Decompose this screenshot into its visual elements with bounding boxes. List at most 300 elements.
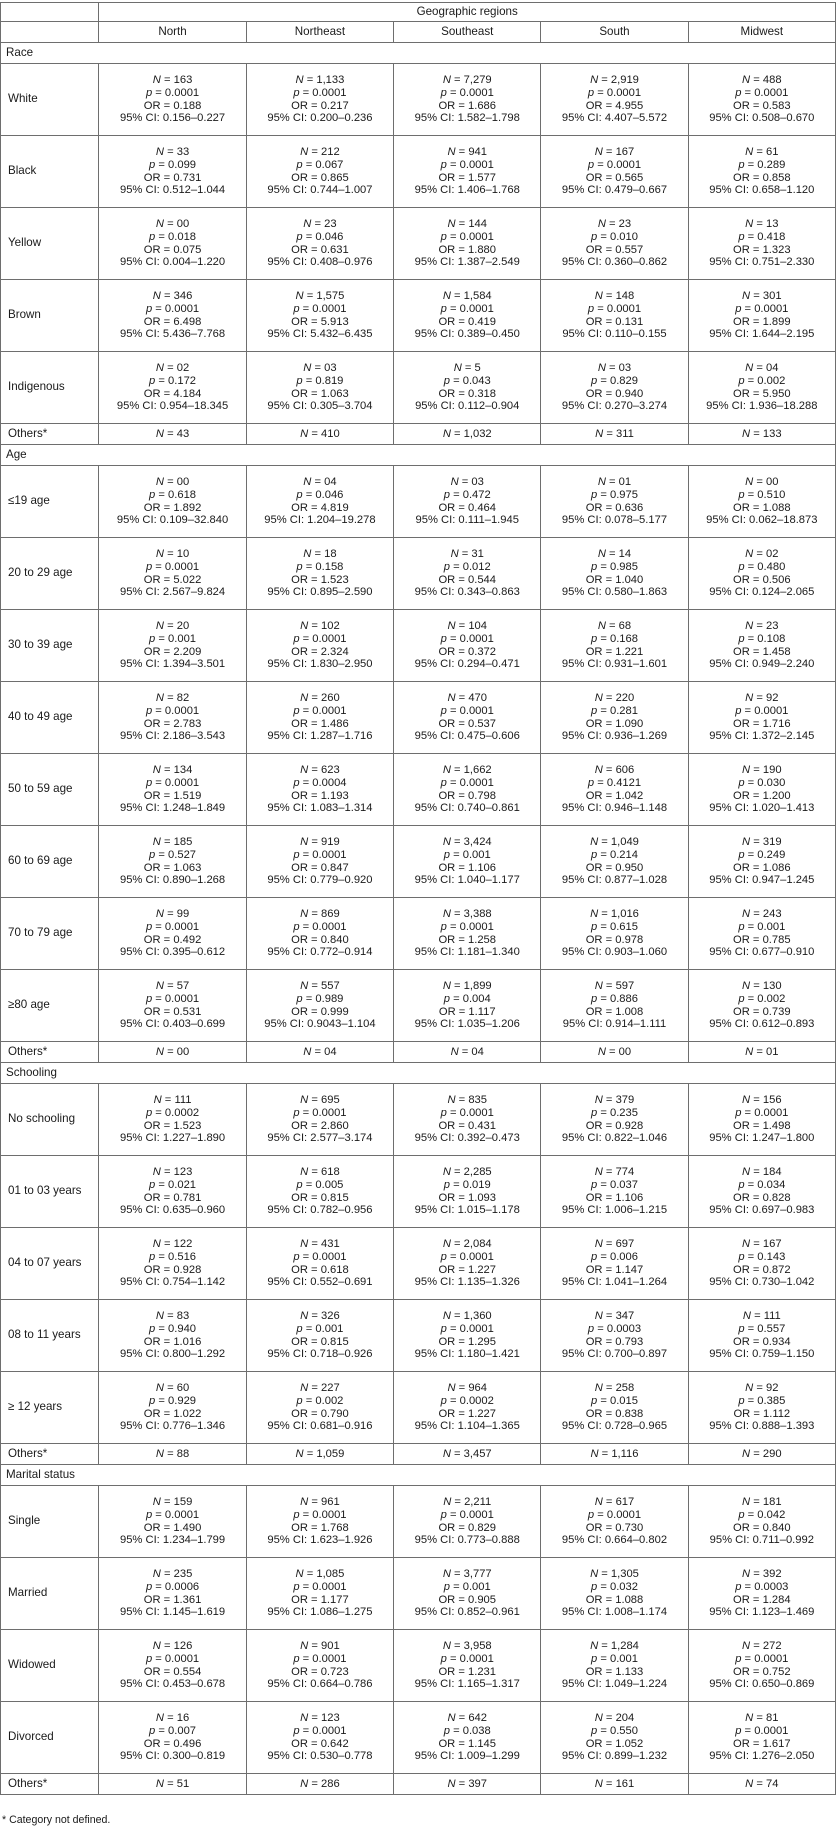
n-value-number: 1,133 bbox=[316, 73, 345, 86]
n-value: N = 1,662 bbox=[442, 763, 492, 776]
confidence-interval: 95% CI: 0.754–1.142 bbox=[119, 1276, 226, 1289]
n-value: N = 397 bbox=[447, 1777, 487, 1790]
n-value-label: N bbox=[443, 1495, 452, 1508]
p-value-number: 0.0003 bbox=[754, 1580, 789, 1593]
p-value: p = 0.214 bbox=[590, 848, 638, 861]
n-value-label: N bbox=[442, 835, 451, 848]
odds-ratio: OR = 0.531 bbox=[143, 1005, 202, 1018]
table-row bbox=[1, 1702, 836, 1774]
confidence-interval-label: 95% CI bbox=[709, 112, 746, 125]
p-value: p = 0.001 bbox=[590, 1652, 638, 1665]
n-value-number: 1,575 bbox=[316, 289, 345, 302]
confidence-interval: 95% CI: 0.681–0.916 bbox=[267, 1420, 373, 1433]
odds-ratio-number: 0.631 bbox=[320, 243, 349, 256]
stat-cell bbox=[541, 136, 688, 208]
p-value-label: p bbox=[590, 1178, 598, 1191]
confidence-interval-number: 1.234–1.799 bbox=[162, 1534, 226, 1547]
odds-ratio: OR = 0.544 bbox=[438, 573, 496, 586]
n-value: N = 697 bbox=[594, 1237, 635, 1250]
p-value: p = 0.002 bbox=[738, 374, 786, 387]
odds-ratio-number: 1.008 bbox=[615, 1005, 644, 1018]
confidence-interval: 95% CI: 0.612–0.893 bbox=[709, 1018, 815, 1031]
stat-cell bbox=[688, 1228, 835, 1300]
confidence-interval-label: 95% CI bbox=[414, 328, 452, 341]
odds-ratio: OR = 0.583 bbox=[733, 99, 791, 112]
odds-ratio: OR = 0.537 bbox=[438, 717, 496, 730]
odds-ratio-label: OR bbox=[291, 315, 308, 328]
n-value-number: 00 bbox=[176, 475, 190, 488]
row-label: Single bbox=[1, 1486, 99, 1558]
odds-ratio: OR = 1.227 bbox=[438, 1263, 496, 1276]
n-value: N = 347 bbox=[594, 1309, 635, 1322]
p-value-number: 0.281 bbox=[609, 704, 638, 717]
odds-ratio-label: OR bbox=[143, 861, 161, 874]
n-value-label: N bbox=[300, 691, 309, 704]
confidence-interval-label: 95% CI bbox=[119, 328, 157, 341]
stat-cell bbox=[99, 538, 246, 610]
n-value: N = 1,284 bbox=[590, 1639, 639, 1652]
confidence-interval-label: 95% CI bbox=[709, 184, 746, 197]
odds-ratio: OR = 0.790 bbox=[291, 1407, 349, 1420]
p-value: p = 0.038 bbox=[443, 1724, 491, 1737]
confidence-interval-label: 95% CI bbox=[267, 328, 305, 341]
n-value: N = 61 bbox=[745, 145, 779, 158]
confidence-interval-label: 95% CI bbox=[562, 1018, 600, 1031]
n-value: N = 181 bbox=[742, 1495, 782, 1508]
p-value: p = 0.005 bbox=[296, 1178, 344, 1191]
odds-ratio-label: OR bbox=[143, 1407, 161, 1420]
n-value-number: 941 bbox=[468, 145, 487, 158]
odds-ratio: OR = 0.840 bbox=[291, 933, 349, 946]
stat-cell bbox=[394, 208, 541, 280]
n-value: N = 01 bbox=[597, 475, 632, 488]
confidence-interval: 95% CI: 0.658–1.120 bbox=[709, 184, 815, 197]
n-value-label: N bbox=[300, 1309, 309, 1322]
n-value-number: 1,116 bbox=[611, 1447, 639, 1460]
confidence-interval-number: 0.389–0.450 bbox=[457, 328, 520, 341]
n-value: N = 623 bbox=[300, 763, 340, 776]
confidence-interval-number: 0.681–0.916 bbox=[310, 1420, 373, 1433]
n-value-number: 1,360 bbox=[463, 1309, 492, 1322]
odds-ratio-number: 4.955 bbox=[615, 99, 644, 112]
stat-cell bbox=[394, 1372, 541, 1444]
odds-ratio-number: 4.819 bbox=[320, 501, 349, 514]
stat-cell bbox=[99, 970, 246, 1042]
p-value: p = 0.0001 bbox=[293, 1508, 347, 1521]
n-value-label: N bbox=[155, 1777, 164, 1790]
p-value-number: 0.0001 bbox=[459, 1652, 494, 1665]
confidence-interval: 95% CI: 0.580–1.863 bbox=[561, 586, 668, 599]
p-value-number: 0.0001 bbox=[164, 1508, 200, 1521]
table-row bbox=[1, 208, 836, 280]
odds-ratio-label: OR bbox=[143, 1005, 161, 1018]
p-value-label: p bbox=[590, 992, 598, 1005]
stat-cell bbox=[688, 1156, 835, 1228]
n-value: N = 695 bbox=[300, 1093, 340, 1106]
n-value-label: N bbox=[155, 361, 164, 374]
p-value-number: 0.038 bbox=[462, 1724, 491, 1737]
p-value: p = 0.001 bbox=[443, 848, 491, 861]
p-value: p = 0.002 bbox=[296, 1394, 344, 1407]
p-value-label: p bbox=[293, 776, 300, 789]
p-value-number: 0.4121 bbox=[606, 776, 642, 789]
odds-ratio: OR = 1.200 bbox=[733, 789, 791, 802]
odds-ratio-number: 0.217 bbox=[320, 99, 349, 112]
p-value: p = 0.0001 bbox=[440, 1322, 494, 1335]
odds-ratio: OR = 0.828 bbox=[733, 1191, 791, 1204]
odds-ratio-label: OR bbox=[291, 1005, 308, 1018]
p-value-number: 0.043 bbox=[462, 374, 491, 387]
odds-ratio: OR = 6.498 bbox=[143, 315, 202, 328]
n-value-label: N bbox=[742, 1093, 751, 1106]
n-value-number: 00 bbox=[176, 1045, 190, 1058]
n-value-label: N bbox=[295, 1567, 304, 1580]
confidence-interval: 95% CI: 1.041–1.264 bbox=[561, 1276, 668, 1289]
odds-ratio-label: OR bbox=[291, 243, 308, 256]
confidence-interval: 95% CI: 1.247–1.800 bbox=[709, 1132, 815, 1145]
n-value-number: 163 bbox=[173, 73, 193, 86]
n-value-number: 111 bbox=[174, 1093, 192, 1106]
stat-cell bbox=[688, 1630, 835, 1702]
n-value: N = 00 bbox=[155, 1045, 190, 1058]
n-value-number: 57 bbox=[176, 979, 190, 992]
n-value: N = 258 bbox=[594, 1381, 635, 1394]
column-header-row bbox=[1, 22, 836, 43]
odds-ratio-number: 0.544 bbox=[468, 573, 496, 586]
n-value: N = 33 bbox=[155, 145, 190, 158]
odds-ratio-label: OR bbox=[291, 171, 308, 184]
odds-ratio-number: 1.523 bbox=[173, 1119, 202, 1132]
stat-cell bbox=[99, 136, 246, 208]
p-value-number: 0.385 bbox=[757, 1394, 786, 1407]
p-value-number: 0.143 bbox=[757, 1250, 786, 1263]
confidence-interval: 95% CI: 0.779–0.920 bbox=[267, 874, 373, 887]
row-label: Widowed bbox=[1, 1630, 99, 1702]
odds-ratio-label: OR bbox=[291, 1191, 308, 1204]
confidence-interval-label: 95% CI bbox=[267, 1132, 305, 1145]
p-value-label: p bbox=[145, 302, 153, 315]
p-value-number: 0.929 bbox=[168, 1394, 197, 1407]
odds-ratio-number: 6.498 bbox=[173, 315, 202, 328]
odds-ratio-label: OR bbox=[143, 1335, 161, 1348]
n-value: N = 1,305 bbox=[590, 1567, 639, 1580]
p-value-number: 0.0001 bbox=[606, 302, 642, 315]
n-value-label: N bbox=[303, 547, 312, 560]
p-value-number: 0.010 bbox=[609, 230, 638, 243]
n-value-number: 31 bbox=[471, 547, 484, 560]
row-label: Others* bbox=[1, 1042, 99, 1063]
table-row bbox=[1, 64, 836, 136]
confidence-interval-number: 0.931–1.601 bbox=[604, 658, 668, 671]
table-row bbox=[1, 1486, 836, 1558]
n-value-number: 1,059 bbox=[316, 1447, 345, 1460]
odds-ratio-number: 1.686 bbox=[468, 99, 496, 112]
confidence-interval-number: 1.086–1.275 bbox=[310, 1606, 373, 1619]
n-value-number: 02 bbox=[176, 361, 190, 374]
n-value-number: 964 bbox=[468, 1381, 487, 1394]
p-value-label: p bbox=[293, 632, 300, 645]
n-value-label: N bbox=[300, 1093, 309, 1106]
odds-ratio-number: 0.934 bbox=[762, 1335, 791, 1348]
stat-cell bbox=[246, 208, 393, 280]
odds-ratio-label: OR bbox=[291, 501, 308, 514]
p-value-label: p bbox=[440, 632, 447, 645]
p-value: p = 0.615 bbox=[590, 920, 638, 933]
odds-ratio-label: OR bbox=[438, 1665, 456, 1678]
n-value-label: N bbox=[745, 1711, 754, 1724]
p-value-label: p bbox=[145, 560, 153, 573]
odds-ratio-number: 5.022 bbox=[173, 573, 202, 586]
odds-ratio-label: OR bbox=[291, 1737, 308, 1750]
p-value-label: p bbox=[590, 230, 598, 243]
confidence-interval-number: 0.300–0.819 bbox=[162, 1750, 226, 1763]
confidence-interval: 95% CI: 0.772–0.914 bbox=[267, 946, 373, 959]
n-value-number: 2,919 bbox=[610, 73, 639, 86]
stat-cell bbox=[688, 898, 835, 970]
confidence-interval-number: 0.903–1.060 bbox=[604, 946, 668, 959]
confidence-interval-label: 95% CI bbox=[119, 1678, 157, 1691]
confidence-interval-label: 95% CI bbox=[414, 1276, 452, 1289]
n-value: N = 1,133 bbox=[295, 73, 345, 86]
n-value-label: N bbox=[745, 217, 754, 230]
confidence-interval-label: 95% CI bbox=[709, 1018, 746, 1031]
odds-ratio: OR = 0.785 bbox=[733, 933, 791, 946]
odds-ratio-number: 0.730 bbox=[615, 1521, 644, 1534]
confidence-interval: 95% CI: 1.204–19.278 bbox=[264, 514, 376, 527]
n-value-label: N bbox=[442, 427, 451, 440]
others-cell bbox=[394, 1444, 541, 1465]
stat-cell bbox=[541, 1228, 688, 1300]
p-value-number: 0.0001 bbox=[754, 1106, 789, 1119]
p-value-label: p bbox=[735, 1724, 742, 1737]
p-value: p = 0.480 bbox=[738, 560, 786, 573]
n-value: N = 1,085 bbox=[295, 1567, 345, 1580]
p-value-label: p bbox=[587, 1508, 595, 1521]
n-value-number: 618 bbox=[321, 1165, 340, 1178]
p-value: p = 0.0001 bbox=[587, 1508, 642, 1521]
n-value-label: N bbox=[447, 145, 456, 158]
p-value-number: 0.249 bbox=[757, 848, 786, 861]
n-value-number: 835 bbox=[468, 1093, 487, 1106]
n-value-label: N bbox=[442, 73, 451, 86]
n-value-label: N bbox=[745, 1045, 754, 1058]
n-value-label: N bbox=[303, 1045, 312, 1058]
n-value: N = 319 bbox=[742, 835, 782, 848]
odds-ratio-label: OR bbox=[438, 315, 456, 328]
p-value: p = 0.0001 bbox=[440, 1508, 494, 1521]
confidence-interval-label: 95% CI bbox=[119, 1348, 157, 1361]
n-value: N = 31 bbox=[450, 547, 484, 560]
odds-ratio: OR = 2.324 bbox=[291, 645, 349, 658]
stat-cell bbox=[99, 466, 246, 538]
n-value-number: 557 bbox=[321, 979, 340, 992]
p-value-number: 0.989 bbox=[315, 992, 344, 1005]
n-value: N = 3,777 bbox=[442, 1567, 492, 1580]
row-label: ≤19 age bbox=[1, 466, 99, 538]
confidence-interval-number: 0.782–0.956 bbox=[310, 1204, 373, 1217]
n-value: N = 104 bbox=[447, 619, 487, 632]
odds-ratio: OR = 0.731 bbox=[143, 171, 202, 184]
confidence-interval: 95% CI: 1.248–1.849 bbox=[119, 802, 226, 815]
n-value: N = 134 bbox=[152, 763, 193, 776]
odds-ratio: OR = 0.872 bbox=[733, 1263, 791, 1276]
n-value-number: 2,211 bbox=[464, 1495, 492, 1508]
n-value-number: 133 bbox=[762, 427, 782, 440]
odds-ratio: OR = 1.117 bbox=[438, 1005, 496, 1018]
confidence-interval: 95% CI: 0.903–1.060 bbox=[561, 946, 668, 959]
p-value-number: 0.0001 bbox=[459, 920, 494, 933]
p-value-label: p bbox=[145, 1508, 153, 1521]
p-value-label: p bbox=[293, 1508, 300, 1521]
confidence-interval-label: 95% CI bbox=[267, 1204, 305, 1217]
stat-cell bbox=[688, 280, 835, 352]
stat-cell bbox=[394, 1558, 541, 1630]
p-value-label: p bbox=[735, 1580, 742, 1593]
n-value: N = 597 bbox=[594, 979, 635, 992]
n-value-number: 74 bbox=[766, 1777, 779, 1790]
n-value-number: 16 bbox=[176, 1711, 190, 1724]
confidence-interval: 95% CI: 0.877–1.028 bbox=[561, 874, 668, 887]
p-value-number: 0.067 bbox=[315, 158, 344, 171]
n-value-label: N bbox=[590, 835, 599, 848]
odds-ratio-label: OR bbox=[585, 171, 603, 184]
p-value-number: 0.0001 bbox=[459, 704, 494, 717]
footnote: * Category not defined. bbox=[2, 1814, 111, 1826]
confidence-interval-label: 95% CI bbox=[119, 1750, 157, 1763]
section-title: Race bbox=[1, 43, 836, 64]
n-value: N = 2,285 bbox=[442, 1165, 492, 1178]
odds-ratio-number: 0.557 bbox=[615, 243, 644, 256]
confidence-interval-label: 95% CI bbox=[414, 874, 452, 887]
n-value: N = 04 bbox=[745, 361, 779, 374]
confidence-interval: 95% CI: 0.776–1.346 bbox=[119, 1420, 226, 1433]
confidence-interval: 95% CI: 1.406–1.768 bbox=[414, 184, 520, 197]
confidence-interval-label: 95% CI bbox=[267, 400, 305, 413]
odds-ratio: OR = 0.815 bbox=[291, 1335, 349, 1348]
confidence-interval: 95% CI: 1.180–1.421 bbox=[414, 1348, 520, 1361]
odds-ratio-number: 1.284 bbox=[762, 1593, 791, 1606]
p-value-number: 0.172 bbox=[168, 374, 197, 387]
p-value: p = 0.021 bbox=[149, 1178, 197, 1191]
n-value: N = 23 bbox=[303, 217, 337, 230]
n-value-number: 697 bbox=[615, 1237, 635, 1250]
confidence-interval: 95% CI: 1.145–1.619 bbox=[119, 1606, 226, 1619]
n-value-number: 111 bbox=[763, 1309, 781, 1322]
odds-ratio-label: OR bbox=[733, 1593, 750, 1606]
row-label: 40 to 49 age bbox=[1, 682, 99, 754]
p-value-number: 0.001 bbox=[757, 920, 786, 933]
confidence-interval-label: 95% CI bbox=[267, 256, 305, 269]
p-value: p = 0.0001 bbox=[440, 302, 494, 315]
odds-ratio: OR = 1.892 bbox=[143, 501, 202, 514]
n-value-number: 1,032 bbox=[463, 427, 492, 440]
odds-ratio-label: OR bbox=[585, 501, 603, 514]
n-value-label: N bbox=[590, 1639, 599, 1652]
odds-ratio: OR = 0.554 bbox=[143, 1665, 202, 1678]
odds-ratio-number: 0.318 bbox=[468, 387, 496, 400]
confidence-interval-label: 95% CI bbox=[561, 1606, 599, 1619]
confidence-interval-label: 95% CI bbox=[119, 1534, 157, 1547]
odds-ratio-label: OR bbox=[438, 645, 456, 658]
odds-ratio-label: OR bbox=[585, 1737, 603, 1750]
row-label: 60 to 69 age bbox=[1, 826, 99, 898]
odds-ratio: OR = 0.565 bbox=[585, 171, 644, 184]
n-value: N = 243 bbox=[742, 907, 782, 920]
odds-ratio-number: 1.258 bbox=[468, 933, 496, 946]
odds-ratio-number: 0.531 bbox=[173, 1005, 202, 1018]
p-value-number: 0.0001 bbox=[164, 1652, 200, 1665]
confidence-interval-label: 95% CI bbox=[561, 1132, 599, 1145]
confidence-interval-label: 95% CI bbox=[561, 1534, 599, 1547]
others-cell bbox=[246, 1444, 393, 1465]
confidence-interval-label: 95% CI bbox=[561, 184, 599, 197]
n-value-label: N bbox=[155, 1447, 164, 1460]
confidence-interval: 95% CI: 0.782–0.956 bbox=[267, 1204, 373, 1217]
stat-cell bbox=[246, 826, 393, 898]
odds-ratio-label: OR bbox=[291, 717, 308, 730]
odds-ratio-label: OR bbox=[733, 1191, 750, 1204]
confidence-interval-number: 0.677–0.910 bbox=[752, 946, 815, 959]
confidence-interval-number: 0.914–1.111 bbox=[605, 1018, 667, 1031]
odds-ratio-number: 0.723 bbox=[320, 1665, 349, 1678]
p-value-label: p bbox=[293, 848, 300, 861]
p-value-number: 0.0001 bbox=[164, 776, 200, 789]
odds-ratio-number: 0.815 bbox=[320, 1191, 349, 1204]
section-title: Schooling bbox=[1, 1063, 836, 1084]
n-value: N = 204 bbox=[594, 1711, 635, 1724]
odds-ratio: OR = 1.086 bbox=[733, 861, 791, 874]
p-value-number: 0.0001 bbox=[459, 158, 494, 171]
p-value: p = 0.0001 bbox=[145, 704, 200, 717]
n-value-label: N bbox=[590, 1567, 599, 1580]
odds-ratio: OR = 0.752 bbox=[733, 1665, 791, 1678]
p-value-label: p bbox=[443, 1724, 450, 1737]
stat-cell bbox=[99, 1486, 246, 1558]
n-value-label: N bbox=[745, 145, 754, 158]
odds-ratio: OR = 1.063 bbox=[291, 387, 349, 400]
n-value: N = 190 bbox=[742, 763, 782, 776]
odds-ratio: OR = 0.815 bbox=[291, 1191, 349, 1204]
n-value: N = 60 bbox=[155, 1381, 190, 1394]
confidence-interval: 95% CI: 0.512–1.044 bbox=[119, 184, 226, 197]
confidence-interval-number: 0.305–3.704 bbox=[310, 400, 373, 413]
odds-ratio-label: OR bbox=[733, 387, 750, 400]
n-value-number: 1,049 bbox=[610, 835, 639, 848]
confidence-interval: 95% CI: 0.156–0.227 bbox=[119, 112, 226, 125]
confidence-interval-label: 95% CI bbox=[709, 874, 746, 887]
odds-ratio: OR = 0.739 bbox=[733, 1005, 791, 1018]
n-value: N = 7,279 bbox=[442, 73, 492, 86]
confidence-interval-label: 95% CI bbox=[706, 400, 743, 413]
confidence-interval: 95% CI: 1.387–2.549 bbox=[414, 256, 520, 269]
odds-ratio-number: 1.361 bbox=[173, 1593, 202, 1606]
n-value-label: N bbox=[155, 427, 164, 440]
confidence-interval-label: 95% CI bbox=[709, 1276, 746, 1289]
odds-ratio: OR = 4.955 bbox=[585, 99, 644, 112]
n-value: N = 326 bbox=[300, 1309, 340, 1322]
confidence-interval: 95% CI: 0.730–1.042 bbox=[709, 1276, 815, 1289]
confidence-interval: 95% CI: 0.700–0.897 bbox=[561, 1348, 668, 1361]
confidence-interval-number: 0.111–1.945 bbox=[458, 514, 519, 527]
stat-cell bbox=[99, 826, 246, 898]
odds-ratio-number: 1.112 bbox=[762, 1407, 791, 1420]
n-value-label: N bbox=[742, 1237, 751, 1250]
stat-cell bbox=[688, 1372, 835, 1444]
confidence-interval-number: 4.407–5.572 bbox=[604, 112, 668, 125]
confidence-interval-number: 0.877–1.028 bbox=[604, 874, 668, 887]
confidence-interval: 95% CI: 0.914–1.111 bbox=[562, 1018, 667, 1031]
confidence-interval-number: 0.852–0.961 bbox=[457, 1606, 520, 1619]
